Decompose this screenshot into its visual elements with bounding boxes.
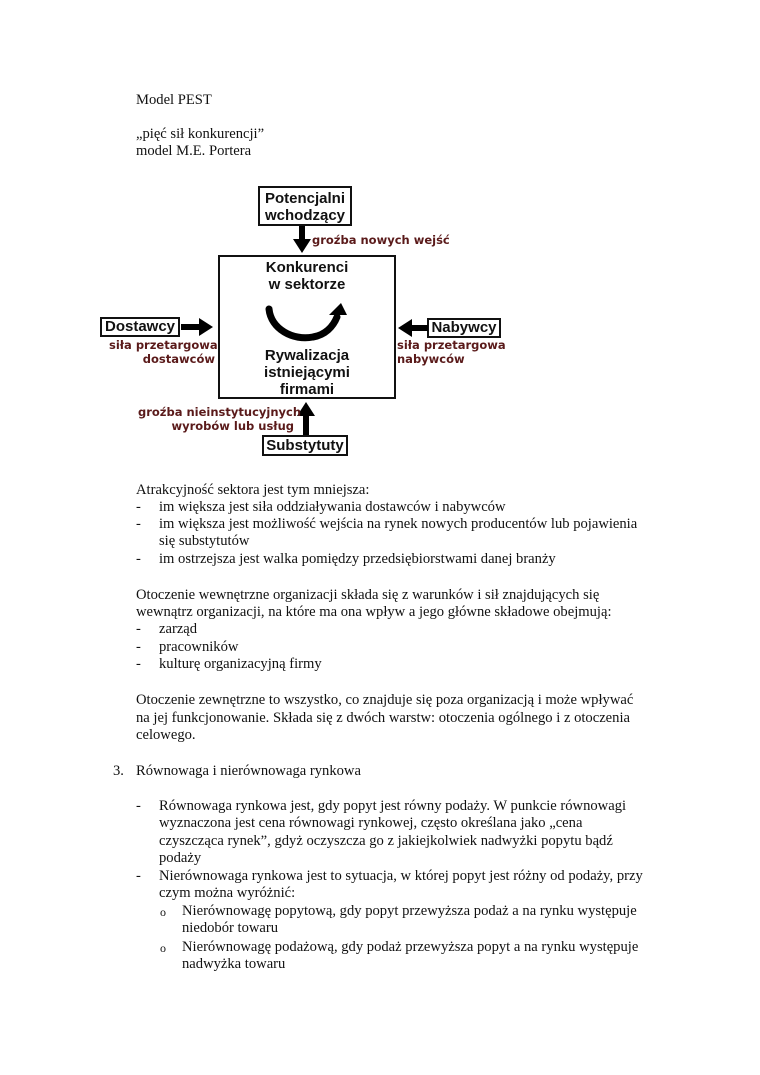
left-force-label — [109, 338, 218, 366]
bullet-dash: - — [136, 499, 141, 515]
list-item: kulturę organizacyjną firmy — [159, 656, 322, 672]
list-item-continued: się substytutów — [159, 533, 250, 549]
list-item: zarząd — [159, 621, 198, 637]
external-paragraph-line: na jej funkcjonowanie. Składa się z dwóch warstw: otoczenia ogólnego i z otoczenia — [136, 710, 630, 726]
box-text: wchodzący — [264, 207, 346, 224]
box-text: firmami — [279, 381, 335, 398]
suppliers-box — [100, 317, 180, 337]
internal-paragraph-line: wewnątrz organizacji, na które ma ona wpływ a jego główne składowe obejmują: — [136, 604, 612, 620]
top-force-label: groźba nowych wejść — [312, 233, 450, 247]
label-text: siła przetargowa — [397, 338, 506, 352]
arrow-down-icon — [292, 226, 312, 256]
label-text: nabywców — [397, 352, 465, 366]
label-text: wyrobów lub usług — [171, 419, 294, 433]
bullet-dash: - — [136, 621, 141, 637]
bottom-force-label — [138, 405, 302, 433]
bullet-dash: - — [136, 798, 141, 814]
list-item: im większa jest siła oddziaływania dostawców i nabywców — [159, 499, 506, 515]
right-force-label — [397, 338, 506, 366]
bullet-dash: - — [136, 656, 141, 672]
box-text: istniejącymi — [264, 364, 350, 381]
bullet-dash: - — [136, 639, 141, 655]
box-text: Potencjalni — [264, 190, 346, 207]
substitutes-box — [262, 435, 348, 456]
page-title: Model PEST — [136, 92, 212, 108]
competitors-box — [218, 255, 396, 399]
list-item-continued: czyszcząca rynek”, gdyż oczyszcza go z jakiejkolwiek nadwyżki popytu bądź — [159, 833, 613, 849]
potential-entrants-box — [258, 186, 352, 226]
subtitle-line-2: model M.E. Portera — [136, 143, 252, 159]
internal-paragraph-line: Otoczenie wewnętrzne organizacji składa się z warunków i sił znajdujących się — [136, 587, 600, 603]
bullet-dash: - — [136, 516, 141, 532]
label-text: siła przetargowa — [109, 338, 218, 352]
list-item: Nierównowaga rynkowa jest to sytuacja, w której popyt jest różny od podaży, przy — [159, 868, 643, 884]
buyers-box — [427, 318, 501, 338]
section-number: 3. — [113, 763, 124, 779]
list-item: pracowników — [159, 639, 239, 655]
subtitle-line-1: „pięć sił konkurencji” — [136, 126, 265, 142]
list-item-continued: wyznaczona jest cena równowagi rynkowej, często określana jako „cena — [159, 815, 583, 831]
list-item: Równowaga rynkowa jest, gdy popyt jest równy podaży. W punkcie równowagi — [159, 798, 627, 814]
list-item: im ostrzejsza jest walka pomiędzy przedsiębiorstwami danej branży — [159, 551, 556, 567]
attractiveness-intro: Atrakcyjność sektora jest tym mniejsza: — [136, 482, 370, 498]
sub-list-item-continued: niedobór towaru — [182, 920, 279, 936]
box-text: Konkurenci — [265, 259, 349, 276]
section-heading: Równowaga i nierównowaga rynkowa — [136, 763, 361, 779]
external-paragraph-line: Otoczenie zewnętrzne to wszystko, co znajduje się poza organizacją i może wpływać — [136, 692, 634, 708]
list-item: im większa jest możliwość wejścia na rynek nowych producentów lub pojawienia — [159, 516, 638, 532]
bullet-circle: o — [160, 941, 166, 955]
sub-list-item: Nierównowagę podażową, gdy podaż przewyższa popyt a na rynku występuje — [182, 939, 639, 955]
box-text: Dostawcy — [104, 318, 176, 335]
label-text: groźba nieinstytucyjnych — [138, 405, 302, 419]
bullet-circle: o — [160, 905, 166, 919]
box-text: Substytuty — [266, 437, 344, 454]
arrow-right-icon — [181, 317, 215, 337]
box-text: Nabywcy — [431, 319, 497, 336]
list-item-continued: podaży — [159, 850, 202, 866]
rivalry-curved-arrow-icon — [257, 301, 357, 345]
sub-list-item-continued: nadwyżka towaru — [182, 956, 286, 972]
arrow-left-icon — [398, 318, 428, 338]
label-text: dostawców — [142, 352, 215, 366]
external-paragraph-line: celowego. — [136, 727, 196, 743]
box-text: w sektorze — [268, 276, 346, 293]
box-text: Rywalizacja — [264, 347, 350, 364]
list-item-continued: czym można wyróżnić: — [159, 885, 296, 901]
sub-list-item: Nierównowagę popytową, gdy popyt przewyższa podaż a na rynku występuje — [182, 903, 637, 919]
bullet-dash: - — [136, 551, 141, 567]
bullet-dash: - — [136, 868, 141, 884]
